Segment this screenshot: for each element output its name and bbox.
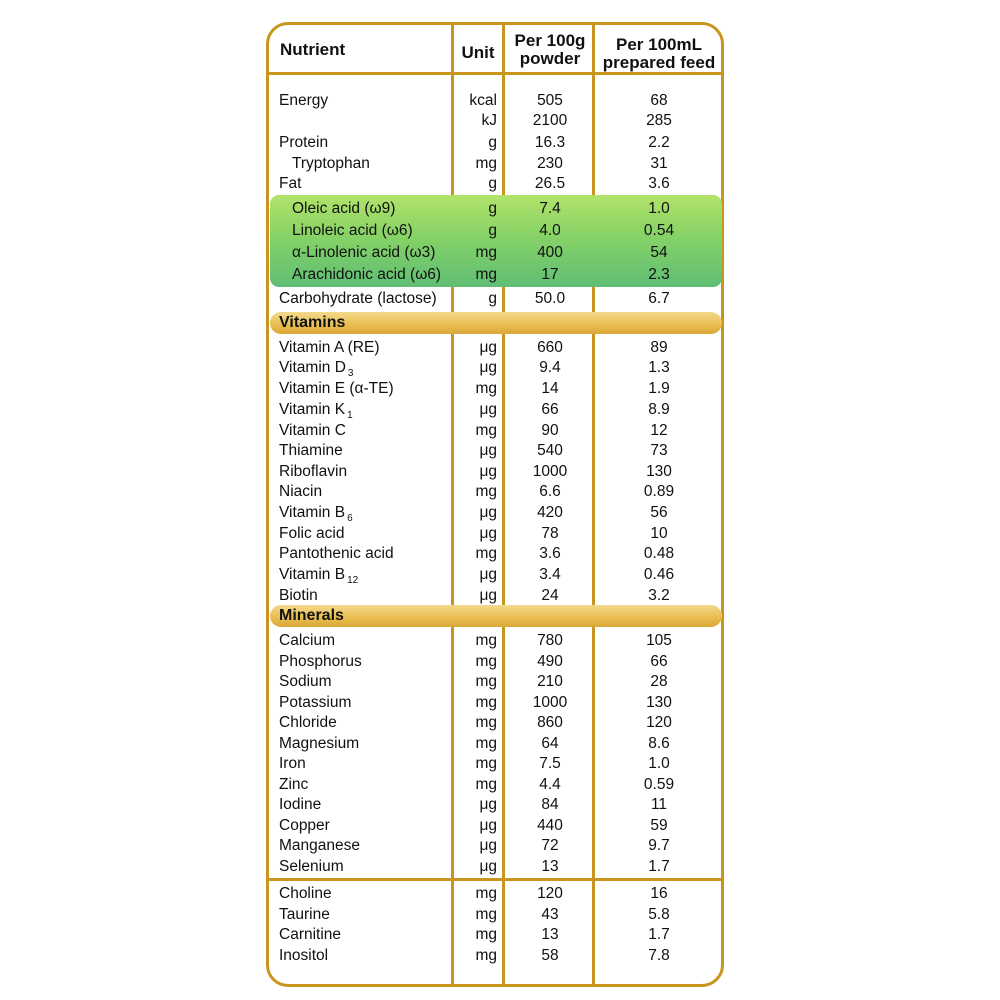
per-100ml-cell: 1.7: [648, 926, 670, 943]
per-100g-cell: 7.4: [539, 200, 561, 217]
per-100g-cell: 4.0: [539, 222, 561, 239]
unit-cell: kcal: [469, 92, 497, 109]
table-row: [268, 672, 722, 692]
nutrient-name: [279, 338, 380, 358]
table-row: [268, 400, 722, 420]
header-per-100ml: [596, 36, 722, 72]
nutrient-name: [279, 91, 328, 111]
table-row: [268, 174, 722, 194]
per-100ml-cell: 130: [646, 463, 672, 480]
per-100g-cell: 24: [541, 587, 559, 604]
unit-cell: mg: [475, 735, 497, 752]
table-row: [268, 905, 722, 925]
nutrient-name-text: Vitamin C: [279, 422, 346, 439]
per-100ml-cell: 0.46: [643, 566, 675, 583]
unit-cell: mg: [475, 673, 497, 690]
nutrient-name: [292, 221, 413, 241]
table-row: [268, 379, 722, 399]
per-100ml-cell: 11: [650, 796, 668, 813]
per-100ml-cell: 0.59: [643, 776, 675, 793]
per-100g-cell: 13: [541, 926, 559, 943]
vitamins-heading: Vitamins: [279, 314, 346, 331]
table-row: [268, 795, 722, 815]
nutrient-name-text: Pantothenic acid: [279, 545, 394, 562]
unit-cell: mg: [475, 483, 497, 500]
nutrient-name-text: Oleic acid (ω9): [292, 200, 396, 217]
table-row: [268, 221, 722, 241]
unit-cell: g: [488, 200, 497, 217]
nutrient-name-text: Vitamin B: [279, 504, 346, 521]
per-100ml-cell: 0.54: [643, 222, 675, 239]
nutrient-name-text: Vitamin K: [279, 401, 346, 418]
per-100g-cell: 780: [537, 632, 563, 649]
per-100g-cell: 440: [537, 817, 563, 834]
nutrient-name-text: Manganese: [279, 837, 361, 854]
per-100g-cell: 1000: [532, 463, 568, 480]
unit-cell: mg: [475, 714, 497, 731]
per-100ml-cell: 120: [646, 714, 672, 731]
per-100g-cell: 6.6: [539, 483, 561, 500]
nutrient-subscript: 12: [347, 575, 359, 586]
nutrient-name-text: Phosphorus: [279, 653, 362, 670]
table-row: [268, 199, 722, 219]
per-100ml-cell: 31: [650, 155, 668, 172]
nutrient-name-text: Biotin: [279, 587, 318, 604]
table-row: [268, 91, 722, 111]
per-100g-cell: 230: [537, 155, 563, 172]
table-row: [268, 289, 722, 309]
nutrient-name: [292, 243, 435, 263]
per-100ml-cell: 54: [650, 244, 668, 261]
per-100g-cell: 9.4: [539, 359, 561, 376]
nutrient-name: [292, 265, 441, 285]
per-100g-cell: 26.5: [534, 175, 566, 192]
nutrient-name-text: Iron: [279, 755, 306, 772]
nutrient-name-text: Vitamin B: [279, 566, 346, 583]
nutrient-name: [279, 672, 332, 692]
table-row: [268, 462, 722, 482]
table-row: [268, 652, 722, 672]
nutrient-name: [279, 133, 328, 153]
header-per-100g-line1: Per 100g: [514, 31, 586, 50]
nutrient-name-text: Zinc: [279, 776, 309, 793]
per-100g-cell: 120: [537, 885, 563, 902]
unit-cell: mg: [475, 906, 497, 923]
nutrient-name-text: Calcium: [279, 632, 335, 649]
nutrient-name: [279, 816, 330, 836]
unit-cell: μg: [479, 587, 497, 604]
unit-cell: μg: [479, 463, 497, 480]
table-row: [268, 857, 722, 877]
unit-cell: mg: [475, 545, 497, 562]
table-row: [268, 111, 722, 131]
unit-cell: mg: [475, 694, 497, 711]
nutrient-name-text: Inositol: [279, 947, 329, 964]
per-100g-cell: 16.3: [534, 134, 566, 151]
per-100g-cell: 660: [537, 339, 563, 356]
header-per-100ml-line1: Per 100mL: [616, 35, 702, 54]
per-100g-cell: 43: [541, 906, 559, 923]
nutrient-name-text: Carbohydrate (lactose): [279, 290, 437, 307]
table-row: [268, 243, 722, 263]
nutrient-subscript: 6: [347, 513, 353, 524]
per-100g-cell: 66: [541, 401, 559, 418]
table-row: [268, 482, 722, 502]
nutrient-name-text: Sodium: [279, 673, 332, 690]
unit-cell: mg: [475, 244, 497, 261]
nutrient-name: [279, 884, 332, 904]
nutrient-name: [279, 289, 437, 309]
nutrient-name-text: Niacin: [279, 483, 323, 500]
nutrient-name-text: Fat: [279, 175, 302, 192]
nutrient-name-text: Copper: [279, 817, 330, 834]
table-row: [268, 734, 722, 754]
per-100g-cell: 210: [537, 673, 563, 690]
header-divider: [268, 72, 722, 75]
nutrient-name: [279, 421, 346, 441]
per-100g-cell: 3.6: [539, 545, 561, 562]
per-100ml-cell: 66: [650, 653, 668, 670]
per-100ml-cell: 1.9: [648, 380, 670, 397]
per-100ml-cell: 105: [646, 632, 672, 649]
nutrient-name: [279, 544, 394, 564]
per-100ml-cell: 2.2: [648, 134, 670, 151]
unit-cell: μg: [479, 525, 497, 542]
table-row: [268, 544, 722, 564]
nutrient-name-text: Tryptophan: [292, 155, 370, 172]
nutrient-name: [292, 154, 370, 174]
nutrient-name: [279, 586, 318, 606]
nutrient-name: [279, 734, 359, 754]
header-per-100g: [506, 32, 594, 68]
nutrient-name-text: Choline: [279, 885, 332, 902]
nutrient-name-text: Iodine: [279, 796, 322, 813]
unit-cell: g: [488, 175, 497, 192]
header-per-100g-line2: powder: [519, 49, 581, 68]
nutrient-name: [279, 795, 321, 815]
table-row: [268, 154, 722, 174]
minerals-heading: Minerals: [279, 607, 344, 624]
table-row: [268, 524, 722, 544]
nutrient-name-text: Magnesium: [279, 735, 360, 752]
table-row: [268, 925, 722, 945]
nutrient-name: [279, 857, 344, 877]
header-unit: Unit: [461, 43, 495, 62]
per-100ml-cell: 8.9: [648, 401, 670, 418]
per-100g-cell: 4.4: [539, 776, 561, 793]
per-100g-cell: 84: [541, 796, 559, 813]
unit-cell: mg: [475, 155, 497, 172]
unit-cell: μg: [479, 504, 497, 521]
unit-cell: kJ: [481, 112, 497, 129]
per-100ml-cell: 1.0: [648, 200, 670, 217]
unit-cell: mg: [475, 266, 497, 283]
table-row: [268, 713, 722, 733]
nutrient-name-text: Thiamine: [279, 442, 343, 459]
table-row: [268, 884, 722, 904]
nutrient-name: [279, 775, 308, 795]
per-100g-cell: 420: [537, 504, 563, 521]
unit-cell: mg: [475, 755, 497, 772]
per-100ml-cell: 0.48: [643, 545, 675, 562]
unit-cell: mg: [475, 653, 497, 670]
nutrient-name: [279, 925, 341, 945]
per-100g-cell: 860: [537, 714, 563, 731]
per-100ml-cell: 2.3: [648, 266, 670, 283]
table-row: [268, 816, 722, 836]
nutrient-name-text: Vitamin A (RE): [279, 339, 380, 356]
unit-cell: g: [488, 222, 497, 239]
per-100ml-cell: 5.8: [648, 906, 670, 923]
table-row: [268, 836, 722, 856]
table-row: [268, 265, 722, 285]
table-row: [268, 133, 722, 153]
per-100ml-cell: 56: [650, 504, 668, 521]
nutrient-name-text: Arachidonic acid (ω6): [292, 266, 442, 283]
per-100g-cell: 3.4: [539, 566, 561, 583]
per-100ml-cell: 285: [646, 112, 672, 129]
table-row: [268, 421, 722, 441]
per-100ml-cell: 7.8: [648, 947, 670, 964]
nutrient-name: [279, 693, 351, 713]
per-100ml-cell: 73: [650, 442, 668, 459]
per-100g-cell: 505: [537, 92, 563, 109]
nutrient-name-text: Vitamin E (α-TE): [279, 380, 394, 397]
nutrient-name: [279, 946, 328, 966]
nutrient-name: [279, 836, 360, 856]
nutrient-name-text: Protein: [279, 134, 329, 151]
unit-cell: μg: [479, 401, 497, 418]
unit-cell: μg: [479, 858, 497, 875]
table-row: [268, 565, 722, 585]
nutrient-name: [279, 754, 306, 774]
per-100g-cell: 78: [541, 525, 559, 542]
nutrient-name: [279, 713, 337, 733]
nutrient-name: [279, 441, 343, 461]
nutrient-name: [279, 652, 362, 672]
nutrient-name-text: Taurine: [279, 906, 330, 923]
unit-cell: μg: [479, 566, 497, 583]
nutrient-name: [279, 905, 330, 925]
table-row: [268, 754, 722, 774]
nutrient-name: [279, 462, 347, 482]
header-per-100ml-line2: prepared feed: [602, 53, 716, 72]
per-100g-cell: 2100: [532, 112, 568, 129]
unit-cell: μg: [479, 442, 497, 459]
per-100ml-cell: 10: [650, 525, 668, 542]
unit-cell: mg: [475, 776, 497, 793]
per-100ml-cell: 16: [650, 885, 668, 902]
header-nutrient: Nutrient: [280, 40, 346, 59]
nutrient-name-text: Carnitine: [279, 926, 342, 943]
per-100g-cell: 13: [541, 858, 559, 875]
nutrient-name-text: Folic acid: [279, 525, 345, 542]
per-100g-cell: 72: [541, 837, 559, 854]
nutrient-name-text: Riboflavin: [279, 463, 348, 480]
unit-cell: μg: [479, 796, 497, 813]
table-row: [268, 946, 722, 966]
per-100ml-cell: 89: [650, 339, 668, 356]
table-row: [268, 503, 722, 523]
per-100ml-cell: 130: [646, 694, 672, 711]
per-100g-cell: 400: [537, 244, 563, 261]
per-100ml-cell: 6.7: [648, 290, 670, 307]
per-100ml-cell: 1.7: [648, 858, 670, 875]
unit-cell: g: [488, 134, 497, 151]
nutrient-subscript: 1: [347, 410, 353, 421]
per-100ml-cell: 3.6: [648, 175, 670, 192]
per-100ml-cell: 1.3: [648, 359, 670, 376]
per-100g-cell: 1000: [532, 694, 568, 711]
per-100g-cell: 14: [541, 380, 559, 397]
per-100ml-cell: 12: [650, 422, 668, 439]
per-100ml-cell: 1.0: [648, 755, 670, 772]
unit-cell: mg: [475, 885, 497, 902]
unit-cell: mg: [475, 926, 497, 943]
per-100g-cell: 540: [537, 442, 563, 459]
section-divider: [268, 878, 722, 881]
nutrient-name: [279, 631, 335, 651]
per-100ml-cell: 3.2: [648, 587, 670, 604]
per-100g-cell: 50.0: [534, 290, 566, 307]
nutrient-name: [279, 174, 301, 194]
per-100g-cell: 90: [541, 422, 559, 439]
table-row: [268, 693, 722, 713]
unit-cell: mg: [475, 422, 497, 439]
table-row: [268, 586, 722, 606]
nutrient-name-text: Energy: [279, 92, 329, 109]
nutrient-name: [279, 524, 344, 544]
unit-cell: μg: [479, 339, 497, 356]
nutrient-name-text: Selenium: [279, 858, 344, 875]
per-100ml-cell: 0.89: [643, 483, 675, 500]
per-100ml-cell: 68: [650, 92, 668, 109]
unit-cell: μg: [479, 359, 497, 376]
unit-cell: μg: [479, 817, 497, 834]
nutrient-subscript: 3: [347, 368, 354, 379]
per-100g-cell: 64: [541, 735, 559, 752]
unit-cell: mg: [475, 947, 497, 964]
nutrient-name-text: Vitamin D: [279, 359, 346, 376]
per-100g-cell: 7.5: [539, 755, 561, 772]
nutrient-name-text: Chloride: [279, 714, 337, 731]
nutrient-name: [292, 199, 395, 219]
unit-cell: mg: [475, 632, 497, 649]
nutrient-name: [279, 482, 322, 502]
per-100g-cell: 58: [541, 947, 559, 964]
unit-cell: μg: [479, 837, 497, 854]
unit-cell: mg: [475, 380, 497, 397]
per-100ml-cell: 8.6: [648, 735, 670, 752]
table-row: [268, 358, 722, 378]
unit-cell: g: [488, 290, 497, 307]
table-row: [268, 775, 722, 795]
nutrient-name: [279, 379, 394, 399]
nutrient-name-text: Linoleic acid (ω6): [292, 222, 413, 239]
per-100g-cell: 490: [537, 653, 563, 670]
per-100g-cell: 17: [541, 266, 559, 283]
table-row: [268, 338, 722, 358]
per-100ml-cell: 59: [650, 817, 668, 834]
nutrient-name-text: Potassium: [279, 694, 352, 711]
table-row: [268, 631, 722, 651]
per-100ml-cell: 9.7: [648, 837, 670, 854]
nutrient-name-text: α-Linolenic acid (ω3): [292, 244, 436, 261]
table-row: [268, 441, 722, 461]
per-100ml-cell: 28: [650, 673, 668, 690]
